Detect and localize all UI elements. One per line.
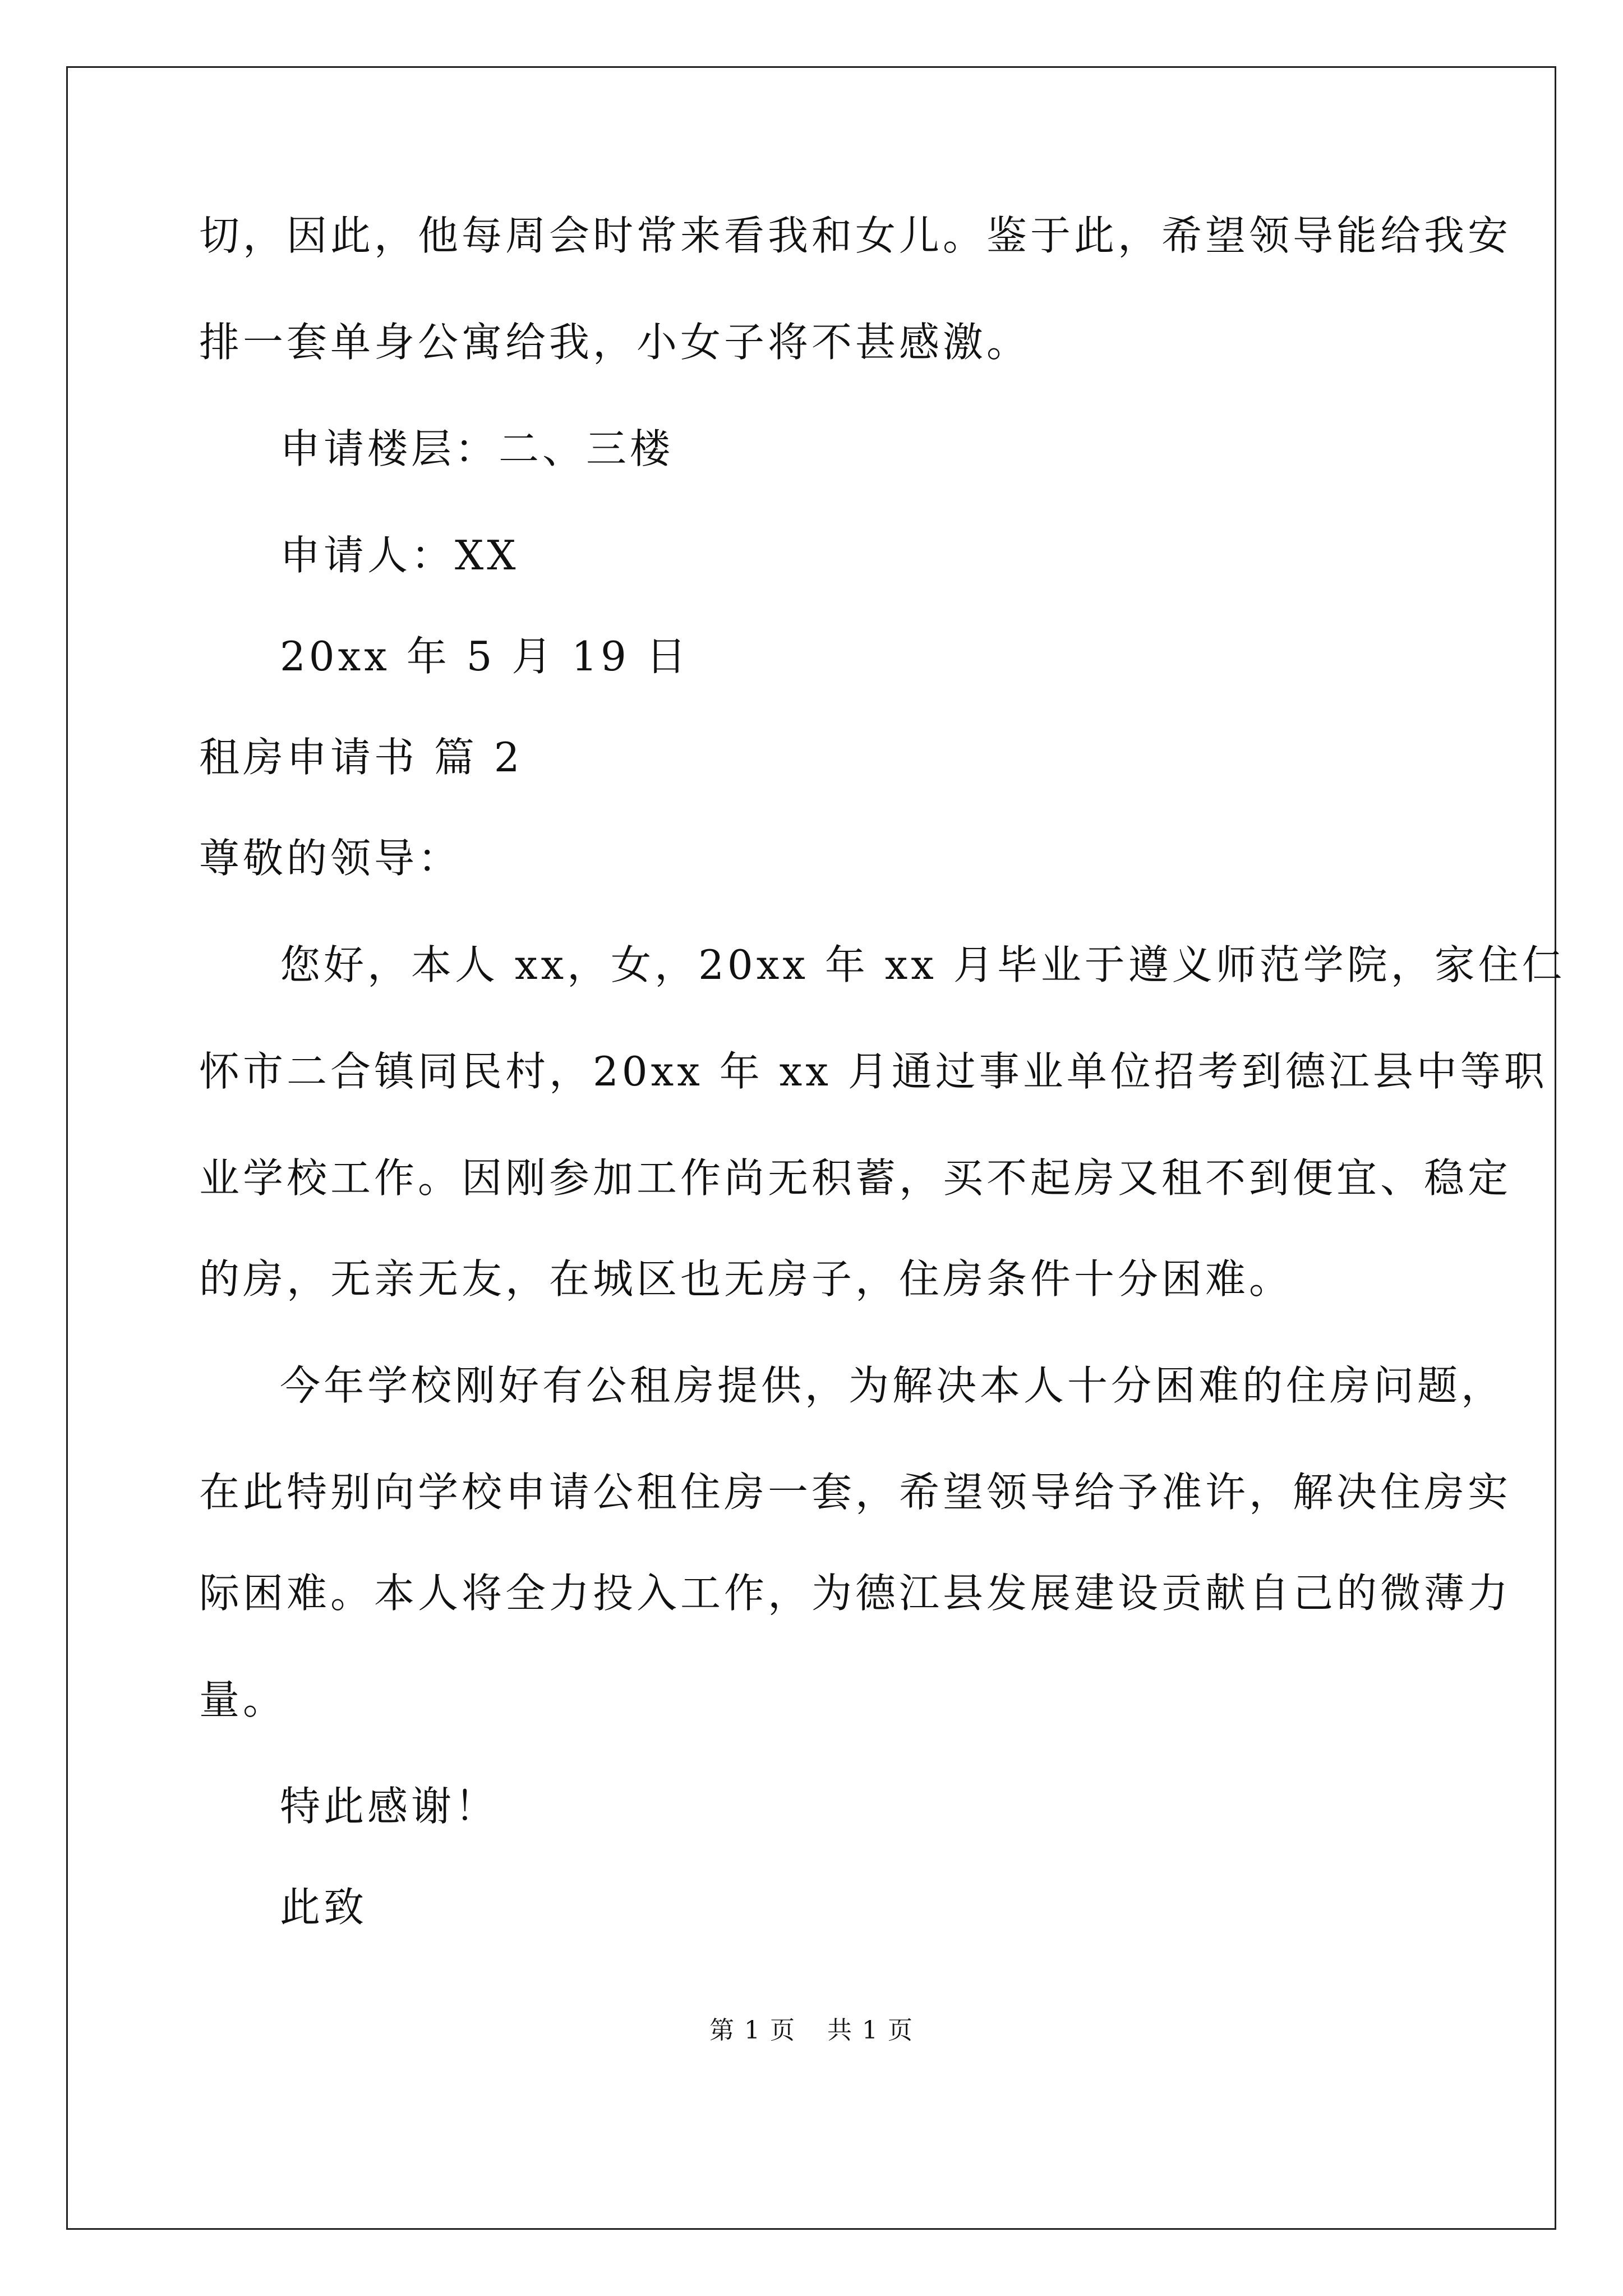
page-total: 共 1 页 [827, 2016, 914, 2045]
page-footer [0, 2014, 1623, 2047]
paragraph-line: 排一套单身公寓给我，小女子将不甚感激。 [199, 319, 1031, 366]
paragraph-line: 您好，本人 xx，女，20xx 年 xx 月毕业于遵义师范学院，家住仁 [280, 941, 1566, 988]
paragraph-line: 际困难。本人将全力投入工作，为德江县发展建设贡献自己的微薄力 [199, 1570, 1512, 1617]
paragraph-line: 在此特别向学校申请公租住房一套，希望领导给予准许，解决住房实 [199, 1469, 1512, 1516]
paragraph-line: 今年学校刚好有公租房提供，为解决本人十分困难的住房问题， [280, 1362, 1505, 1409]
paragraph-line: 切，因此，他每周会时常来看我和女儿。鉴于此，希望领导能给我安 [199, 212, 1512, 259]
floor-line: 申请楼层：二、三楼 [280, 425, 674, 472]
closing-line: 此致 [280, 1884, 368, 1931]
salutation: 尊敬的领导： [199, 835, 462, 882]
paragraph-line: 量。 [199, 1676, 287, 1723]
section-heading: 租房申请书 篇 2 [199, 734, 523, 781]
paragraph-line: 怀市二合镇同民村，20xx 年 xx 月通过事业单位招考到德江县中等职 [199, 1048, 1548, 1095]
paragraph-line: 的房，无亲无友，在城区也无房子，住房条件十分困难。 [199, 1255, 1293, 1303]
paragraph-line: 业学校工作。因刚参加工作尚无积蓄，买不起房又租不到便宜、稳定 [199, 1154, 1512, 1202]
page-number: 第 1 页 [709, 2016, 796, 2045]
thanks-line: 特此感谢！ [280, 1783, 499, 1830]
applicant-line: 申请人：XX [280, 532, 519, 579]
date-line: 20xx 年 5 月 19 日 [280, 633, 690, 680]
